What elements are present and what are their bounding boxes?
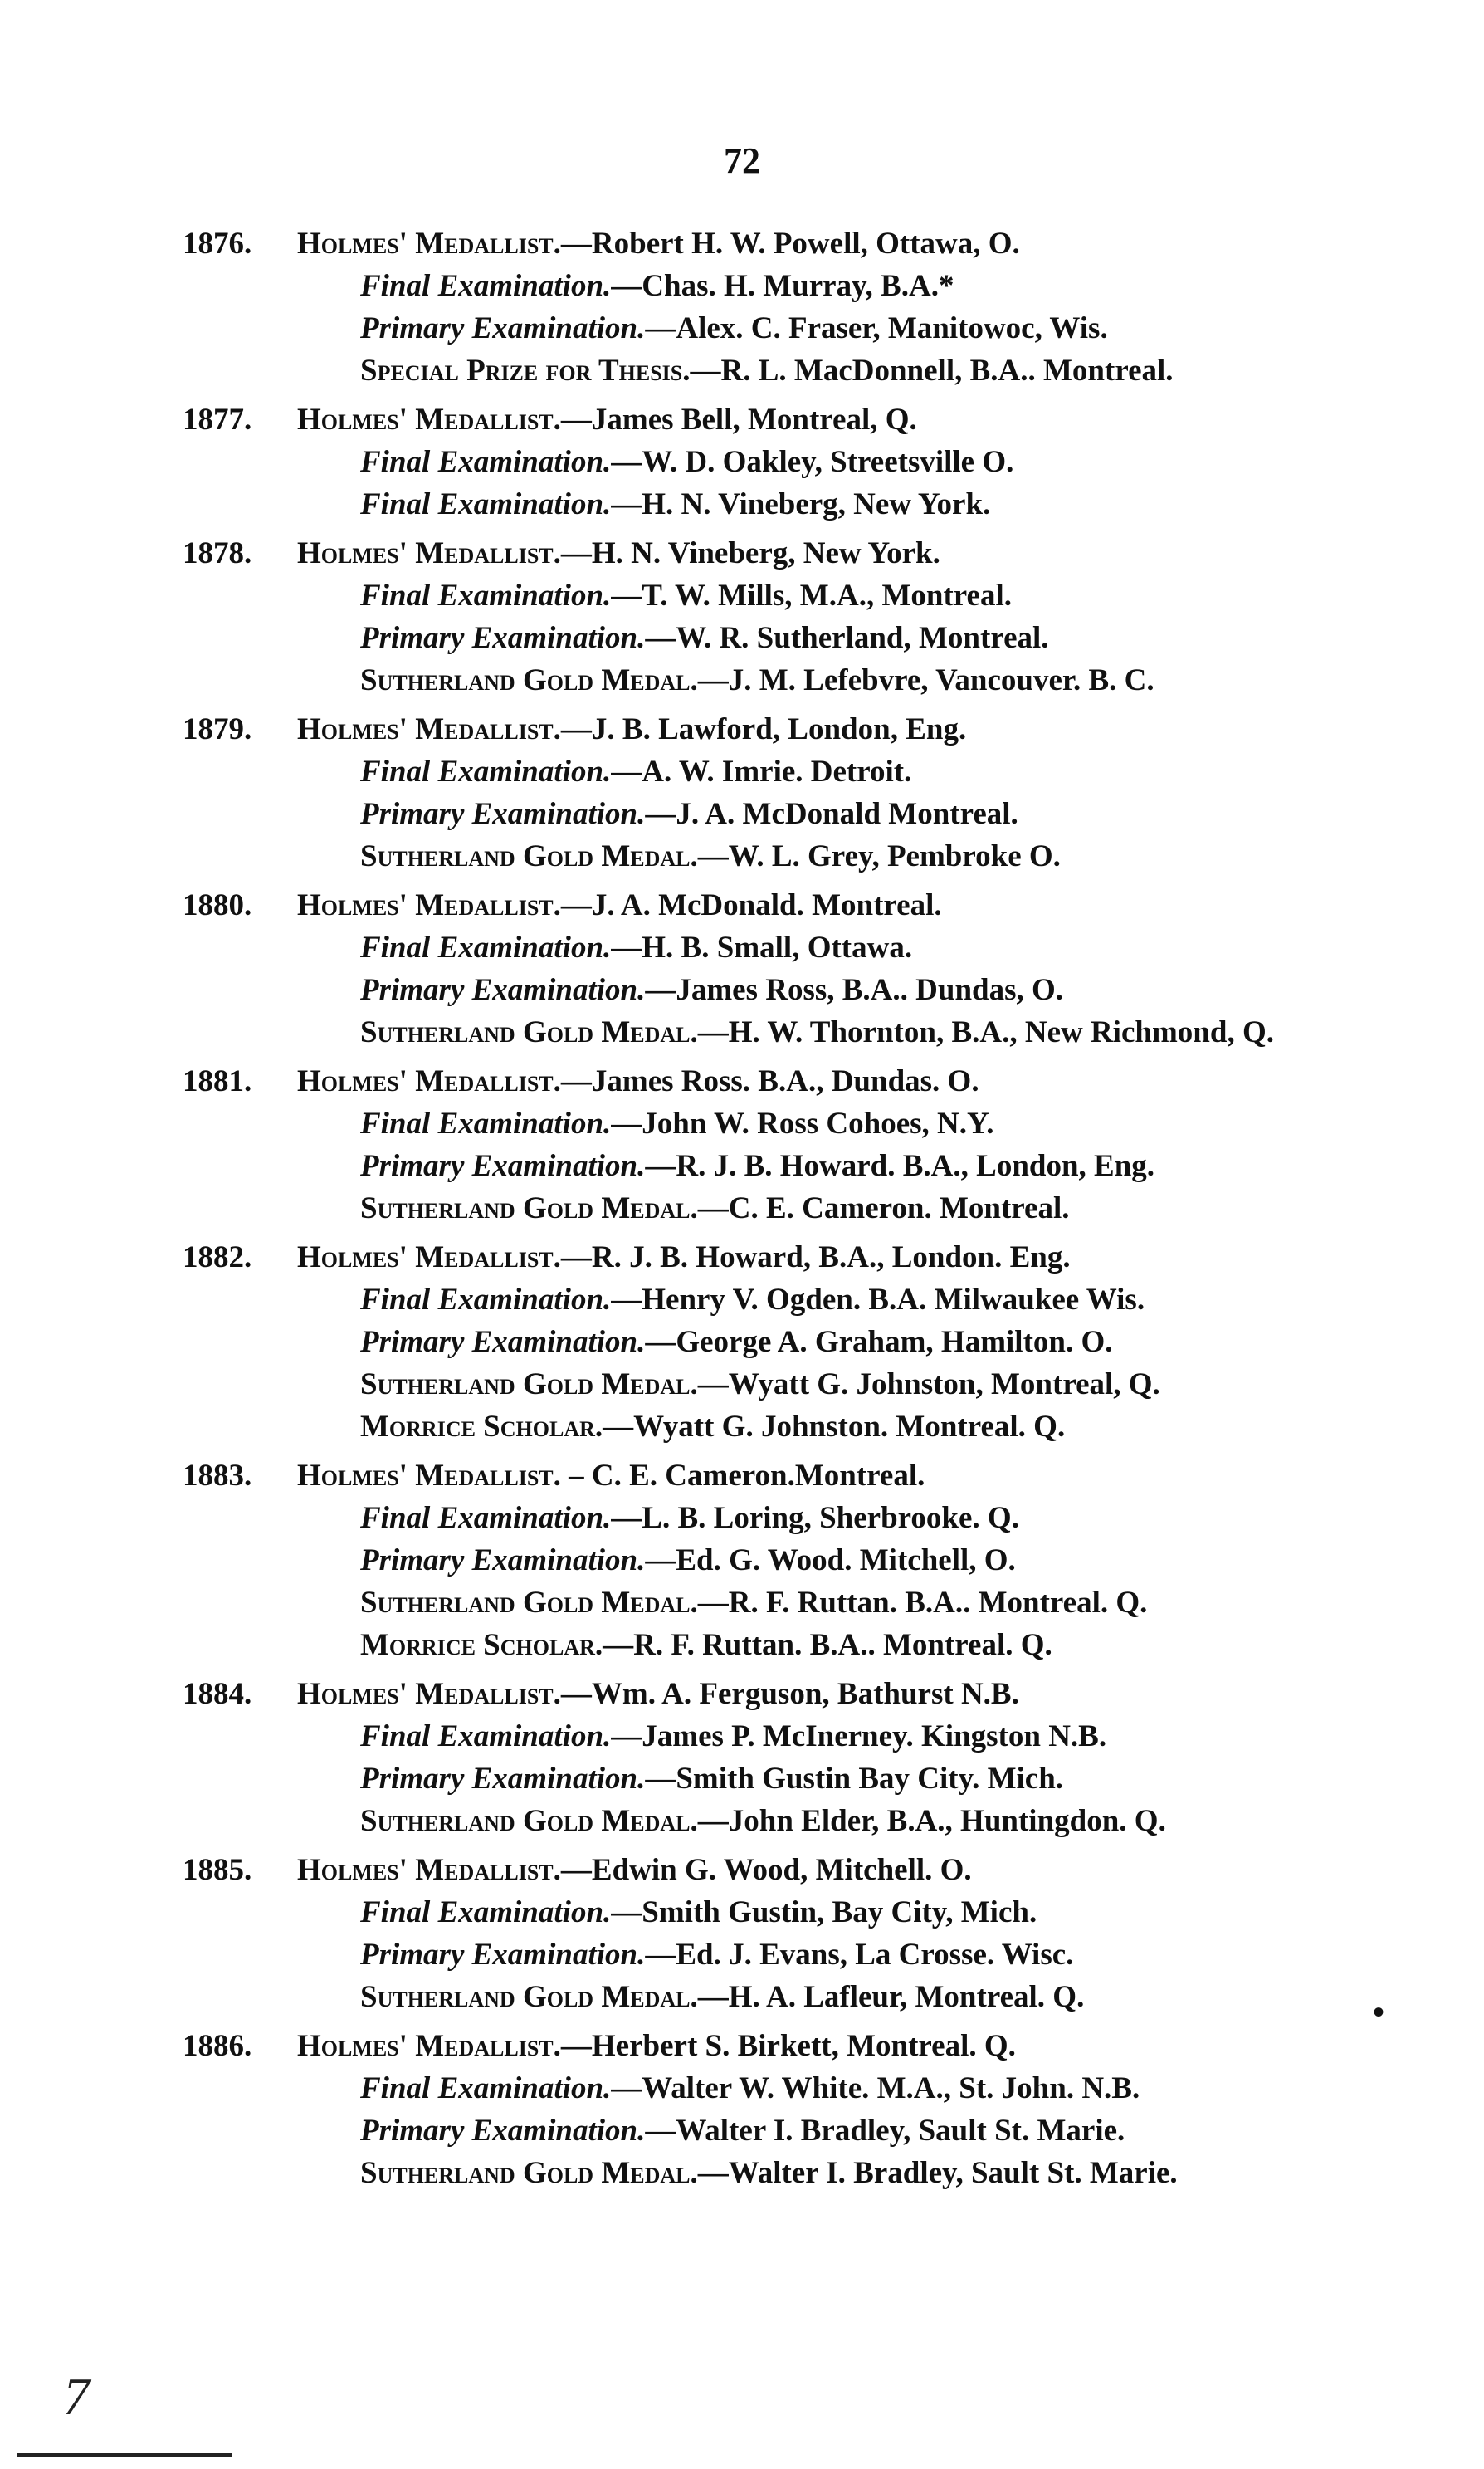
entry-year: 1884. — [183, 1677, 252, 1711]
year-block — [183, 532, 1361, 702]
award-label: Primary Examination. — [360, 1543, 646, 1577]
recipient-text: —Ed. G. Wood. Mitchell, O. — [645, 1543, 1016, 1577]
entry-line-first — [183, 1236, 1361, 1279]
award-label: Holmes' Medallist. — [297, 888, 561, 922]
recipient-text: —Chas. H. Murray, B.A.* — [611, 269, 954, 303]
recipient-text: —R. F. Ruttan. B.A.. Montreal. Q. — [603, 1628, 1052, 1662]
award-label: Holmes' Medallist. — [297, 1240, 561, 1274]
recipient-text: —R. F. Ruttan. B.A.. Montreal. Q. — [697, 1586, 1148, 1620]
bottom-rule — [17, 2453, 232, 2457]
year-block — [183, 1060, 1361, 1230]
award-label: Sutherland Gold Medal. — [360, 1586, 698, 1620]
entry-line-first — [183, 532, 1361, 574]
award-label: Holmes' Medallist. — [297, 712, 561, 746]
award-label: Holmes' Medallist. — [297, 1853, 561, 1887]
entry-line-first — [183, 1060, 1361, 1102]
recipient-text: —W. L. Grey, Pembroke O. — [697, 839, 1061, 873]
entry-line — [183, 617, 1361, 659]
year-block — [183, 1849, 1361, 2018]
entry-line — [183, 307, 1361, 350]
recipient-text: —James P. McInerney. Kingston N.B. — [611, 1719, 1107, 1753]
entry-line-first — [183, 222, 1361, 265]
page-number: 72 — [724, 140, 760, 181]
entry-line — [183, 1406, 1361, 1448]
entry-line — [183, 1934, 1361, 1976]
year-block — [183, 398, 1361, 526]
award-label: Final Examination. — [360, 269, 612, 303]
award-label: Holmes' Medallist. — [297, 1677, 561, 1711]
award-label: Holmes' Medallist. — [297, 1459, 561, 1493]
entry-year: 1877. — [183, 403, 252, 437]
year-block — [183, 1455, 1361, 1666]
entry-year: 1878. — [183, 536, 252, 570]
recipient-text: —J. B. Lawford, London, Eng. — [560, 712, 967, 746]
award-label: Holmes' Medallist. — [297, 1064, 561, 1098]
entry-line — [183, 1624, 1361, 1666]
award-label: Holmes' Medallist. — [297, 403, 561, 437]
entry-line — [183, 793, 1361, 835]
recipient-text: —John W. Ross Cohoes, N.Y. — [611, 1107, 994, 1141]
recipient-text: —Wm. A. Ferguson, Bathurst N.B. — [560, 1677, 1019, 1711]
entry-line — [183, 1800, 1361, 1842]
entry-line — [183, 2067, 1361, 2110]
recipient-text: —H. W. Thornton, B.A., New Richmond, Q. — [697, 1015, 1274, 1049]
entry-line — [183, 2152, 1361, 2194]
award-label: Primary Examination. — [360, 311, 646, 345]
entry-year: 1885. — [183, 1853, 252, 1887]
recipient-text: —H. B. Small, Ottawa. — [611, 931, 913, 965]
award-label: Final Examination. — [360, 1719, 612, 1753]
year-block — [183, 2025, 1361, 2194]
entry-line — [183, 659, 1361, 702]
entry-line-first — [183, 1455, 1361, 1497]
entry-line-first — [183, 884, 1361, 926]
entry-line — [183, 1582, 1361, 1624]
award-label: Sutherland Gold Medal. — [360, 839, 698, 873]
award-label: Holmes' Medallist. — [297, 227, 561, 261]
entry-year: 1883. — [183, 1459, 252, 1493]
entry-line — [183, 1011, 1361, 1054]
recipient-text: —Walter I. Bradley, Sault St. Marie. — [697, 2156, 1178, 2190]
entry-line — [183, 2110, 1361, 2152]
recipient-text: —R. J. B. Howard. B.A., London, Eng. — [645, 1149, 1155, 1183]
entry-line — [183, 1976, 1361, 2018]
margin-handwritten-mark: 7 — [63, 2367, 90, 2426]
recipient-text: —Robert H. W. Powell, Ottawa, O. — [560, 227, 1020, 261]
year-block — [183, 222, 1361, 392]
year-block — [183, 1673, 1361, 1842]
award-label: Sutherland Gold Medal. — [360, 1980, 698, 2014]
stray-dot-mark: • — [1373, 1993, 1385, 2031]
recipient-text: —H. N. Vineberg, New York. — [560, 536, 940, 570]
entry-year: 1879. — [183, 712, 252, 746]
entry-year: 1886. — [183, 2029, 252, 2063]
award-label: Final Examination. — [360, 1283, 612, 1317]
recipient-text: —R. J. B. Howard, B.A., London. Eng. — [560, 1240, 1071, 1274]
prize-list — [183, 222, 1361, 2201]
recipient-text: —John Elder, B.A., Huntingdon. Q. — [697, 1804, 1166, 1838]
entry-line-first — [183, 1673, 1361, 1715]
entry-line — [183, 350, 1361, 392]
award-label: Final Examination. — [360, 2071, 612, 2105]
award-label: Sutherland Gold Medal. — [360, 1804, 698, 1838]
recipient-text: —Alex. C. Fraser, Manitowoc, Wis. — [645, 311, 1108, 345]
recipient-text: —Walter W. White. M.A., St. John. N.B. — [611, 2071, 1140, 2105]
award-label: Primary Examination. — [360, 1149, 646, 1183]
entry-line — [183, 835, 1361, 878]
entry-line — [183, 1102, 1361, 1145]
award-label: Primary Examination. — [360, 1938, 646, 1972]
award-label: Primary Examination. — [360, 1325, 646, 1359]
recipient-text: – C. E. Cameron.Montreal. — [560, 1459, 925, 1493]
recipient-text: —R. L. MacDonnell, B.A.. Montreal. — [690, 354, 1174, 388]
award-label: Morrice Scholar. — [360, 1628, 603, 1662]
entry-line — [183, 750, 1361, 793]
recipient-text: —Ed. J. Evans, La Crosse. Wisc. — [645, 1938, 1074, 1972]
entry-line — [183, 441, 1361, 483]
award-label: Final Examination. — [360, 755, 612, 789]
year-block — [183, 708, 1361, 878]
award-label: Special Prize for Thesis. — [360, 354, 691, 388]
recipient-text: —W. D. Oakley, Streetsville O. — [611, 445, 1014, 479]
recipient-text: —C. E. Cameron. Montreal. — [697, 1191, 1070, 1225]
recipient-text: —George A. Graham, Hamilton. O. — [645, 1325, 1113, 1359]
recipient-text: —Walter I. Bradley, Sault St. Marie. — [645, 2114, 1125, 2148]
recipient-text: —J. M. Lefebvre, Vancouver. B. C. — [697, 663, 1154, 697]
recipient-text: —Edwin G. Wood, Mitchell. O. — [560, 1853, 972, 1887]
award-label: Sutherland Gold Medal. — [360, 1015, 698, 1049]
award-label: Final Examination. — [360, 1501, 612, 1535]
entry-year: 1876. — [183, 227, 252, 261]
entry-line — [183, 1363, 1361, 1406]
recipient-text: —James Bell, Montreal, Q. — [560, 403, 917, 437]
award-label: Final Examination. — [360, 445, 612, 479]
award-label: Final Examination. — [360, 1895, 612, 1929]
recipient-text: —Smith Gustin, Bay City, Mich. — [611, 1895, 1037, 1929]
entry-line — [183, 1891, 1361, 1934]
award-label: Morrice Scholar. — [360, 1410, 603, 1444]
recipient-text: —Smith Gustin Bay City. Mich. — [645, 1762, 1064, 1796]
entry-year: 1881. — [183, 1064, 252, 1098]
award-label: Primary Examination. — [360, 1762, 646, 1796]
award-label: Final Examination. — [360, 931, 612, 965]
award-label: Primary Examination. — [360, 2114, 646, 2148]
recipient-text: —Wyatt G. Johnston. Montreal. Q. — [603, 1410, 1066, 1444]
entry-line-first — [183, 1849, 1361, 1891]
entry-line — [183, 574, 1361, 617]
award-label: Holmes' Medallist. — [297, 536, 561, 570]
recipient-text: —A. W. Imrie. Detroit. — [611, 755, 912, 789]
recipient-text: —J. A. McDonald Montreal. — [645, 797, 1018, 831]
recipient-text: —H. N. Vineberg, New York. — [611, 487, 991, 521]
entry-line — [183, 1145, 1361, 1187]
award-label: Primary Examination. — [360, 797, 646, 831]
recipient-text: —Henry V. Ogden. B.A. Milwaukee Wis. — [611, 1283, 1145, 1317]
entry-line — [183, 1279, 1361, 1321]
entry-line-first — [183, 708, 1361, 750]
award-label: Sutherland Gold Medal. — [360, 663, 698, 697]
entry-year: 1882. — [183, 1240, 252, 1274]
entry-line-first — [183, 398, 1361, 441]
award-label: Final Examination. — [360, 487, 612, 521]
award-label: Primary Examination. — [360, 973, 646, 1007]
entry-line — [183, 1497, 1361, 1539]
recipient-text: —James Ross, B.A.. Dundas, O. — [645, 973, 1064, 1007]
entry-line — [183, 265, 1361, 307]
entry-line — [183, 1187, 1361, 1230]
award-label: Final Examination. — [360, 579, 612, 613]
award-label: Final Examination. — [360, 1107, 612, 1141]
award-label: Sutherland Gold Medal. — [360, 1367, 698, 1401]
entry-line-first — [183, 2025, 1361, 2067]
award-label: Sutherland Gold Medal. — [360, 1191, 698, 1225]
entry-line — [183, 1758, 1361, 1800]
entry-year: 1880. — [183, 888, 252, 922]
entry-line — [183, 1715, 1361, 1758]
recipient-text: —T. W. Mills, M.A., Montreal. — [611, 579, 1012, 613]
recipient-text: —J. A. McDonald. Montreal. — [560, 888, 942, 922]
recipient-text: —Wyatt G. Johnston, Montreal, Q. — [697, 1367, 1160, 1401]
entry-line — [183, 969, 1361, 1011]
recipient-text: —James Ross. B.A., Dundas. O. — [560, 1064, 979, 1098]
award-label: Sutherland Gold Medal. — [360, 2156, 698, 2190]
entry-line — [183, 1539, 1361, 1582]
award-label: Primary Examination. — [360, 621, 646, 655]
entry-line — [183, 1321, 1361, 1363]
entry-line — [183, 483, 1361, 526]
recipient-text: —H. A. Lafleur, Montreal. Q. — [697, 1980, 1085, 2014]
recipient-text: —L. B. Loring, Sherbrooke. Q. — [611, 1501, 1019, 1535]
recipient-text: —W. R. Sutherland, Montreal. — [645, 621, 1049, 655]
recipient-text: —Herbert S. Birkett, Montreal. Q. — [560, 2029, 1016, 2063]
entry-line — [183, 926, 1361, 969]
award-label: Holmes' Medallist. — [297, 2029, 561, 2063]
year-block — [183, 1236, 1361, 1448]
year-block — [183, 884, 1361, 1054]
